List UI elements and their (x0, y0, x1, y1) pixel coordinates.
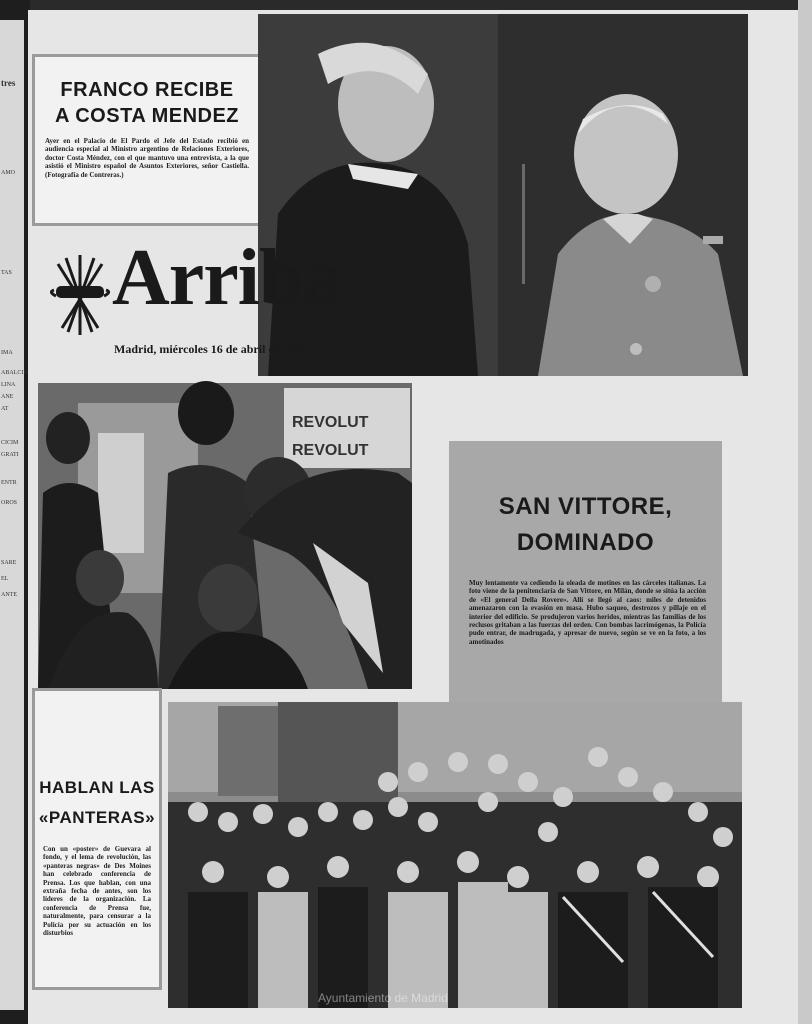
watermark-text: Ayuntamiento de Madrid (318, 991, 448, 1005)
fragment: AT (1, 406, 9, 412)
san-vittore-crowd-photo (168, 702, 742, 1008)
franco-story-box (32, 54, 262, 226)
photo-illustration (168, 702, 742, 1008)
fragment: ABALCIN (1, 370, 28, 376)
fragment: GRATI (1, 452, 19, 458)
photo-illustration (38, 383, 412, 689)
fragment: LINA (1, 382, 16, 388)
yoke-and-arrows-emblem (50, 250, 110, 340)
masthead-dateline: Madrid, miércoles 16 de abril de 1969 (114, 342, 308, 356)
franco-headline: FRANCO RECIBE A COSTA MENDEZ (54, 79, 240, 127)
adjacent-page-sliver (0, 20, 28, 1010)
panthers-photo (38, 383, 412, 689)
panteras-body: Con un «poster» de Guevara al fondo, y el lema de revolución, las «panteras negras» de Des Moines han celebrado conferencia de Prensa. Los que hablan, con una extraña fecha de antes, son los líderes de la organización. La conferencia de Prensa fue, naturalmente, para censurar a la Policía por su actuación en los disturbios (43, 845, 151, 938)
san-vittore-headline: SAN VITTORE, DOMINADO (498, 493, 673, 556)
san-vittore-box (449, 441, 722, 717)
masthead-title: Arriba (112, 234, 342, 322)
san-vittore-body: Muy lentamente va cediendo la oleada de motines en las cárceles italianas. La foto viene de la penitenciaría de San Vittore, en Milán, donde se sitúa la acción de «El general Della Rovere». Allí se llegó al caos: miles de detenidos amenazaron con la evasión en masa. Hubo saqueo, destrozos y pillaje en el interior del edificio. Se produjeron varios heridos, mientras las familias de los reclusos gritaban a las fuerzas del orden. Con bombas lacrimógenas, la Policía pudo entrar, de madrugada, y apresar de nuevo, según se ve en la foto, a los amotinados (469, 579, 706, 646)
franco-caption: Ayer en el Palacio de El Pardo el Jefe del Estado recibió en audiencia especial al Ministro argentino de Relaciones Exteriores, doctor Costa Méndez, con el que mantuvo una entrevista, a la que asistió el Ministro español de Asuntos Exteriores, señor Castiella. (Fotografía de Contreras.) (45, 137, 249, 179)
fragment: EL (1, 576, 9, 582)
fragment: SARE (1, 560, 17, 566)
fragment: OROS (1, 500, 18, 506)
fragment: ANTE (1, 592, 17, 598)
panteras-headline: HABLAN LAS «PANTERAS» (38, 778, 156, 827)
fragment: AMO (1, 170, 16, 176)
fragment: ANE (1, 394, 14, 400)
fragment: CICIM (1, 440, 19, 446)
panteras-box (32, 688, 162, 990)
fragment: IMA (1, 350, 13, 356)
emblem-icon (50, 250, 110, 340)
page-edge (798, 0, 812, 1024)
fragment: TAS (1, 270, 12, 276)
fragment: ENTR (1, 480, 17, 486)
poster-text: REVOLUT (292, 442, 369, 459)
poster-text: REVOLUT (292, 414, 369, 431)
fragment: tres (1, 78, 16, 88)
